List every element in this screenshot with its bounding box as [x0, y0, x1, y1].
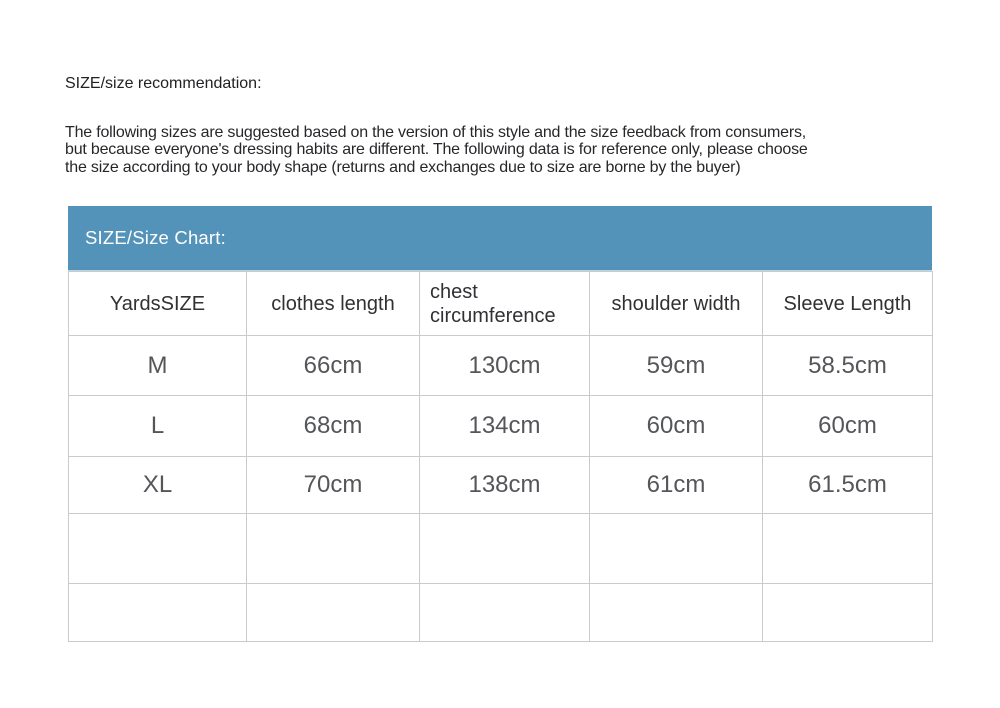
chest-cell: 134cm — [420, 396, 590, 457]
col-header-yards-size: YardsSIZE — [69, 272, 247, 336]
table-header-row — [69, 272, 933, 336]
size-table — [68, 271, 933, 642]
table-row-empty-2 — [69, 584, 933, 642]
sleeve-cell: 58.5cm — [763, 336, 933, 396]
col-header-shoulder-width: shoulder width — [590, 272, 763, 336]
size-chart-title: SIZE/Size Chart: — [85, 227, 226, 248]
sleeve-cell: 60cm — [763, 396, 933, 457]
clothes-length-cell: 70cm — [247, 457, 420, 514]
table-row-empty-1 — [69, 514, 933, 584]
col-header-chest-circumference: chest circumference — [420, 272, 590, 336]
chest-cell: 130cm — [420, 336, 590, 396]
chest-cell: 138cm — [420, 457, 590, 514]
size-label-cell: M — [69, 336, 247, 396]
description-line-1: The following sizes are suggested based on the version of this style and the size feedback from consumers, — [65, 124, 806, 141]
empty-cell — [763, 584, 933, 642]
description-line-2: but because everyone's dressing habits are different. The following data is for reference only, please choose — [65, 141, 808, 159]
col-header-sleeve-length: Sleeve Length — [763, 272, 933, 336]
empty-cell — [69, 584, 247, 642]
size-chart-header-bar — [68, 206, 932, 271]
empty-cell — [420, 514, 590, 584]
shoulder-cell: 61cm — [590, 457, 763, 514]
description-line-3: the size according to your body shape (returns and exchanges due to size are borne by the buyer) — [65, 158, 741, 176]
empty-cell — [247, 514, 420, 584]
empty-cell — [590, 584, 763, 642]
size-label-cell: XL — [69, 457, 247, 514]
table-row-xl — [69, 457, 933, 514]
table-row-l — [69, 396, 933, 457]
shoulder-cell: 60cm — [590, 396, 763, 457]
empty-cell — [763, 514, 933, 584]
shoulder-cell: 59cm — [590, 336, 763, 396]
empty-cell — [420, 584, 590, 642]
col-header-clothes-length: clothes length — [247, 272, 420, 336]
empty-cell — [247, 584, 420, 642]
table-row-m — [69, 336, 933, 396]
clothes-length-cell: 68cm — [247, 396, 420, 457]
clothes-length-cell: 66cm — [247, 336, 420, 396]
size-label-cell: L — [69, 396, 247, 457]
empty-cell — [69, 514, 247, 584]
sleeve-cell: 61.5cm — [763, 457, 933, 514]
page-title: SIZE/size recommendation: — [65, 75, 262, 92]
description-paragraph — [65, 124, 945, 176]
empty-cell — [590, 514, 763, 584]
